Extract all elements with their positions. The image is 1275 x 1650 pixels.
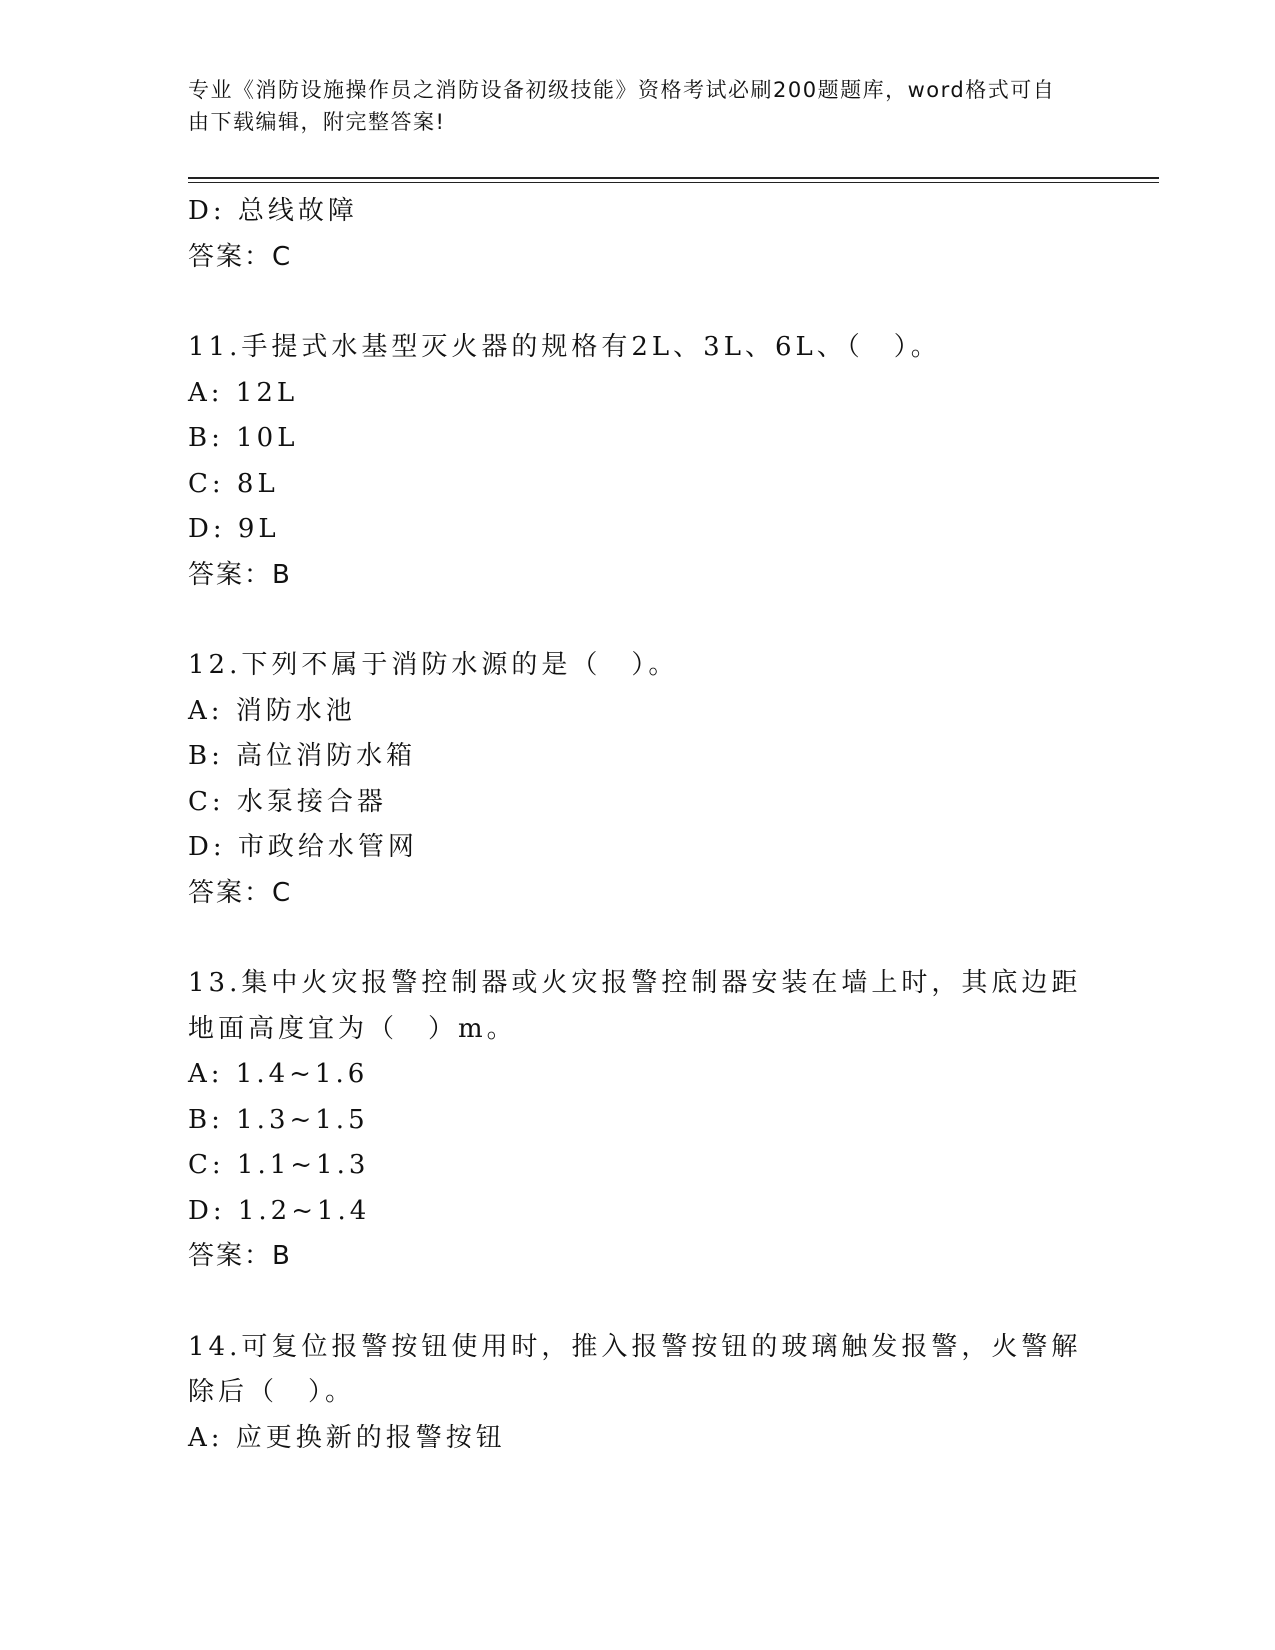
question-12 (188, 643, 1088, 916)
question-text: 14.可复位报警按钮使用时，推入报警按钮的玻璃触发报警，火警解除后（ ）。 (188, 1331, 1082, 1407)
answer: 答案：B (188, 559, 292, 590)
option-b: B: 1.3~1.5 (188, 1104, 369, 1135)
question-list (188, 189, 1088, 1461)
option-d: D: 总线故障 (188, 196, 358, 226)
option-a: A: 应更换新的报警按钮 (188, 1422, 506, 1453)
question-11 (188, 325, 1088, 598)
option-b: B: 高位消防水箱 (188, 741, 417, 771)
header-divider-thin (188, 182, 1159, 183)
question-text: 13.集中火灾报警控制器或火灾报警控制器安装在墙上时，其底边距地面高度宜为（ ）m。 (188, 968, 1082, 1044)
question-13 (188, 961, 1088, 1280)
answer: 答案：C (188, 241, 293, 272)
option-c: C: 8L (188, 468, 279, 499)
answer: 答案：C (188, 877, 293, 908)
option-c: C: 水泵接合器 (188, 786, 387, 817)
option-a: A: 消防水池 (188, 695, 356, 726)
question-text: 11.手提式水基型灭火器的规格有2L、3L、6L、（ ）。 (188, 332, 941, 362)
option-b: B: 10L (188, 423, 299, 453)
question-text: 12.下列不属于消防水源的是（ ）。 (188, 650, 679, 680)
option-d: D: 1.2~1.4 (188, 1195, 371, 1226)
option-a: A: 1.4~1.6 (188, 1059, 369, 1089)
question-14 (188, 1325, 1088, 1462)
header-divider-thick (188, 177, 1159, 179)
option-d: D: 市政给水管网 (188, 832, 418, 862)
option-d: D: 9L (188, 514, 280, 544)
option-a: A: 12L (188, 377, 299, 408)
document-header: 专业《消防设施操作员之消防设备初级技能》资格考试必刷200题题库，word格式可自由下载编辑，附完整答案! (188, 78, 1056, 134)
answer: 答案：B (188, 1241, 292, 1271)
option-c: C: 1.1~1.3 (188, 1150, 370, 1180)
